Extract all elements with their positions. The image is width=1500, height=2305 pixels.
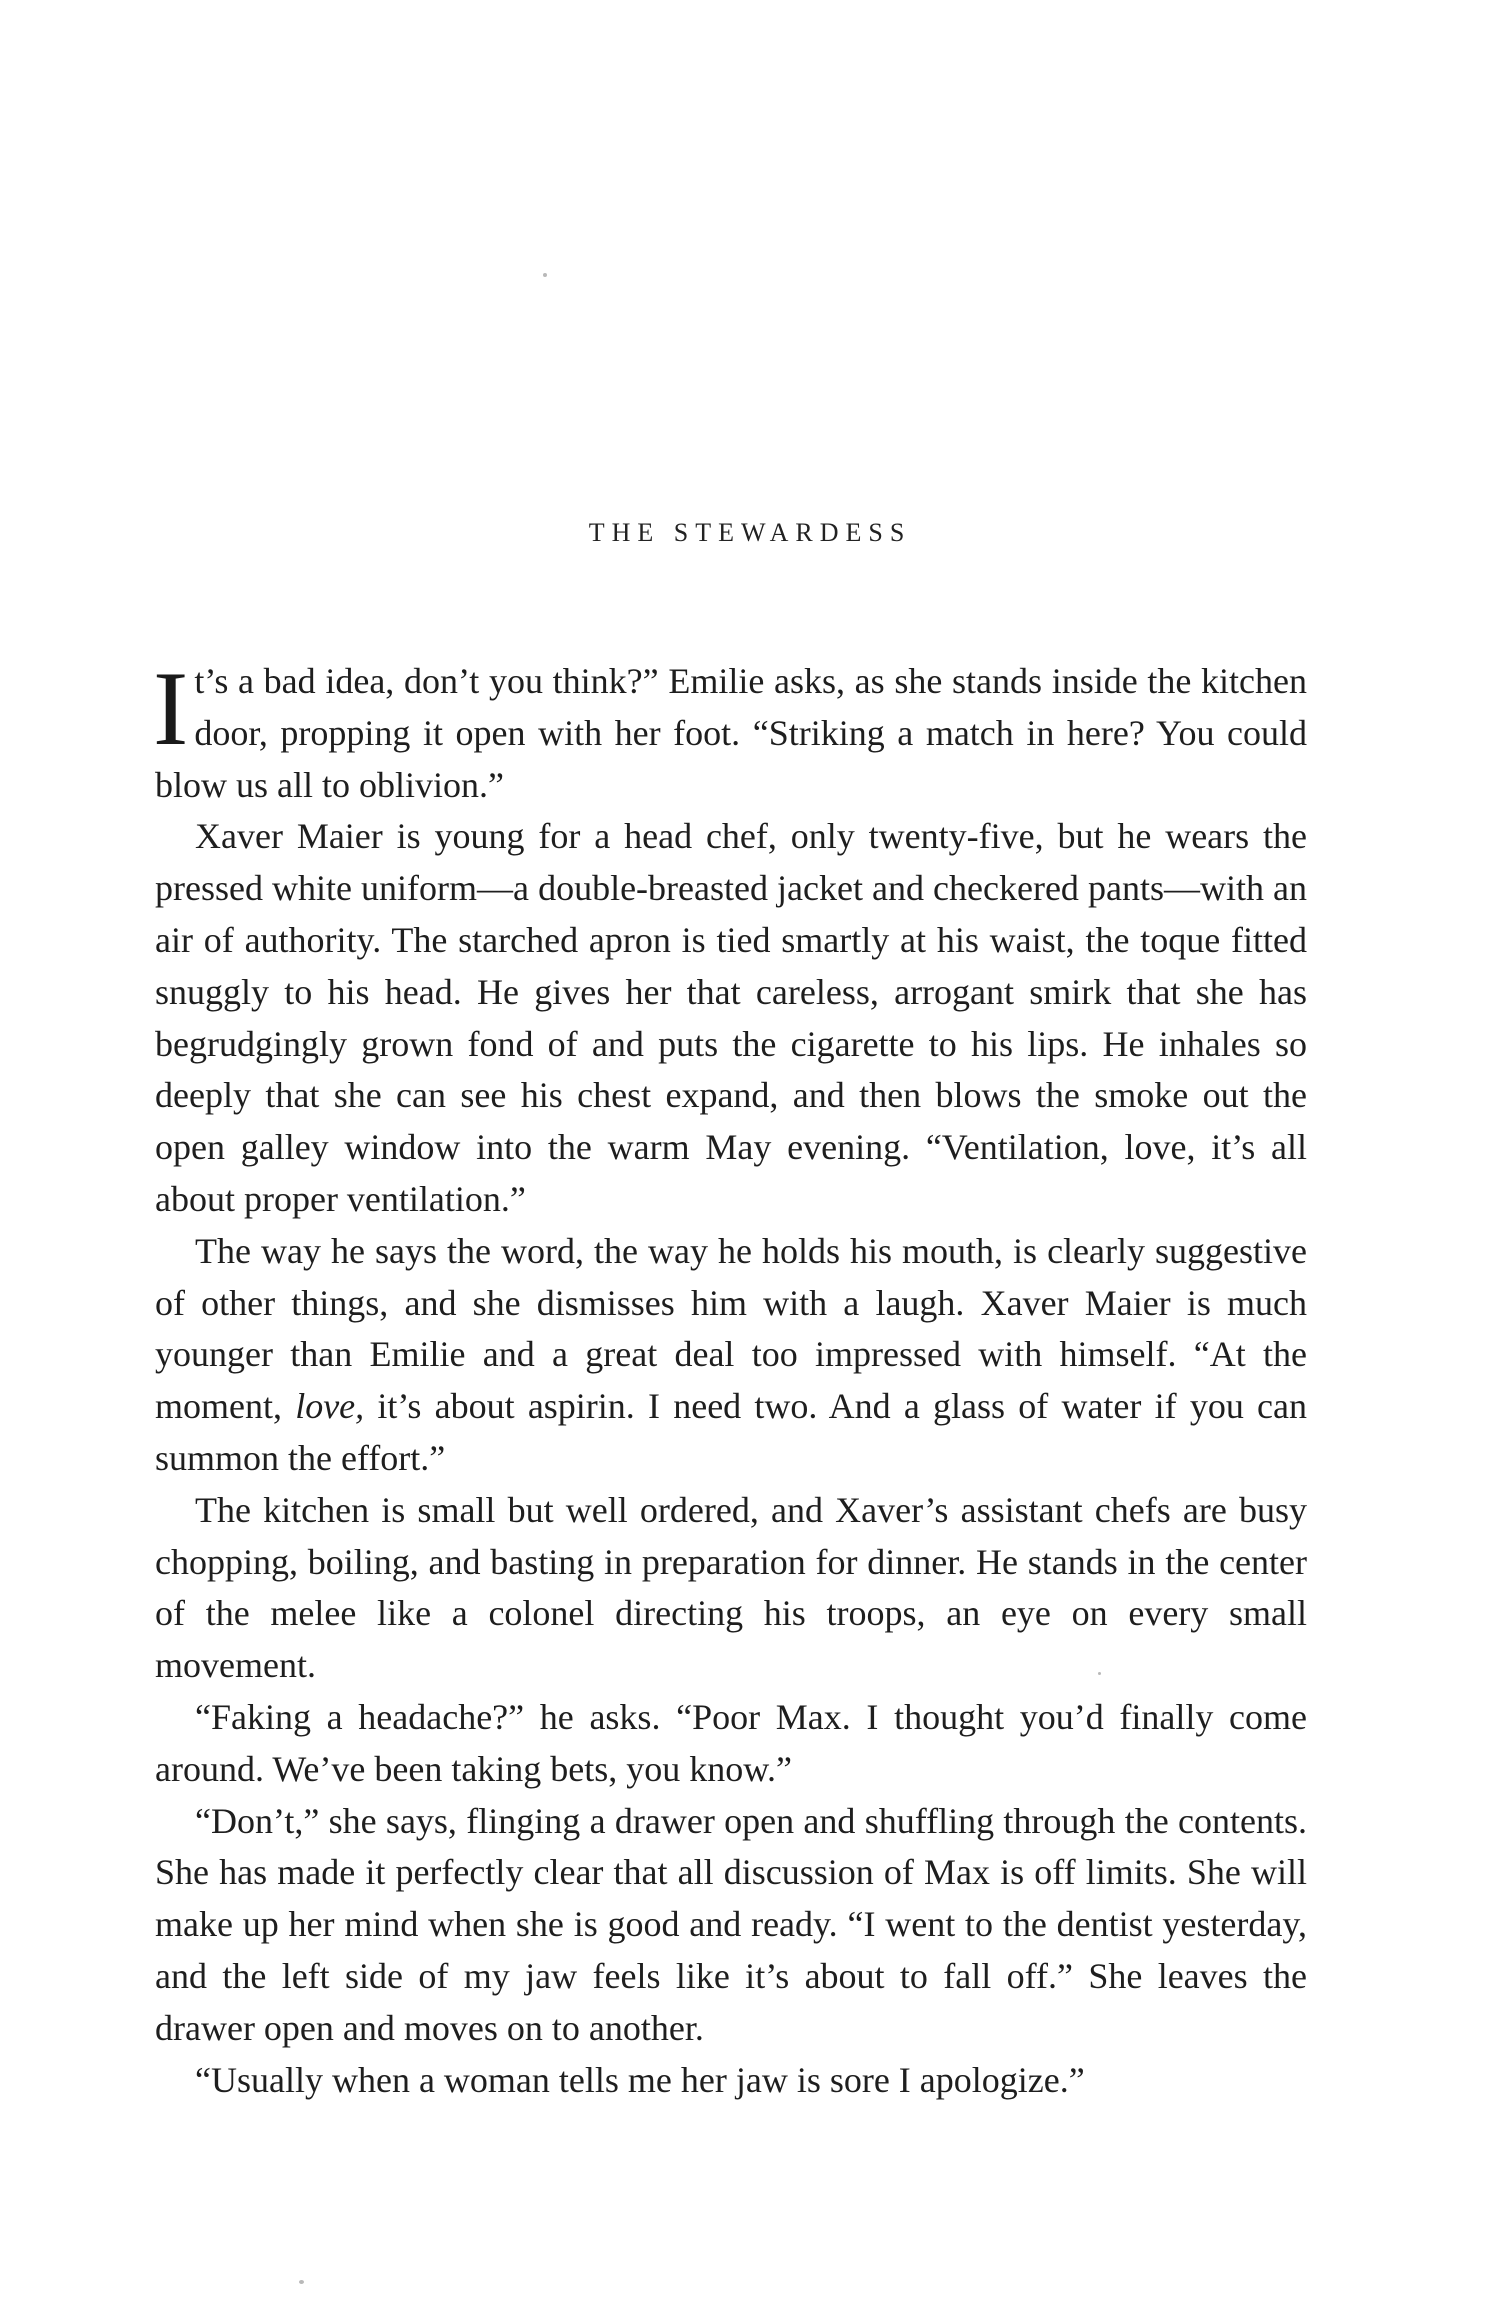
scan-speck (1098, 1672, 1101, 1675)
paragraph-3 (155, 1226, 1307, 1485)
scan-speck (543, 273, 547, 277)
paragraph-6: “Don’t,” she says, flinging a drawer open and shuffling through the contents. She has made it perfectly clear that all discussion of Max is off limits. She will make up her mind when she is good and ready. “I went to the dentist yesterday, and the left side of my jaw feels like it’s about to fall off.” She leaves the drawer open and moves on to another. (155, 1800, 1307, 2048)
scan-speck (299, 2280, 304, 2284)
paragraph-7: “Usually when a woman tells me her jaw is sore I apologize.” (195, 2059, 1085, 2100)
body-text (153, 650, 1307, 2106)
drop-cap: I (153, 650, 189, 767)
paragraph-4: The kitchen is small but well ordered, and Xaver’s assistant chefs are busy chopping, boiling, and basting in preparation for dinner. He stands in the center of the melee like a colonel directing his troops, an eye on every small movement. (155, 1489, 1307, 1686)
paragraph-2: Xaver Maier is young for a head chef, only twenty-five, but he wears the pressed white uniform—a double-breasted jacket and checkered pants—with an air of authority. The starched apron is tied smartly at his waist, the toque fitted snuggly to his head. He gives her that careless, arrogant smirk that she has begrudgingly grown fond of and puts the cigarette to his lips. He inhales so deeply that she can see his chest expand, and then blows the smoke out the open galley window into the warm May evening. “Ventilation, love, it’s all about proper ventilation.” (155, 816, 1307, 1219)
paragraph-3-text-before: The way he says the word, the way he holds his mouth, is clearly suggestive of other things, and she dismisses him with a laugh. Xaver Maier is much younger than Emilie and a great deal too impressed with himself. “At the moment, (155, 1230, 1307, 1427)
running-head: THE STEWARDESS (588, 518, 912, 547)
paragraph-5: “Faking a headache?” he asks. “Poor Max. I thought you’d finally come around. We’ve been taking bets, you know.” (155, 1696, 1307, 1789)
paragraph-1-text: t’s a bad idea, don’t you think?” Emilie asks, as she stands inside the kitchen door, propping it open with her foot. “Striking a match in here? You could blow us all to oblivion.” (155, 661, 1307, 805)
paragraph-3-italic: love, (295, 1386, 365, 1427)
paragraph-1 (153, 650, 1307, 811)
paragraph-3-text-after: it’s about aspirin. I need two. And a glass of water if you can summon the effort.” (155, 1386, 1307, 1478)
